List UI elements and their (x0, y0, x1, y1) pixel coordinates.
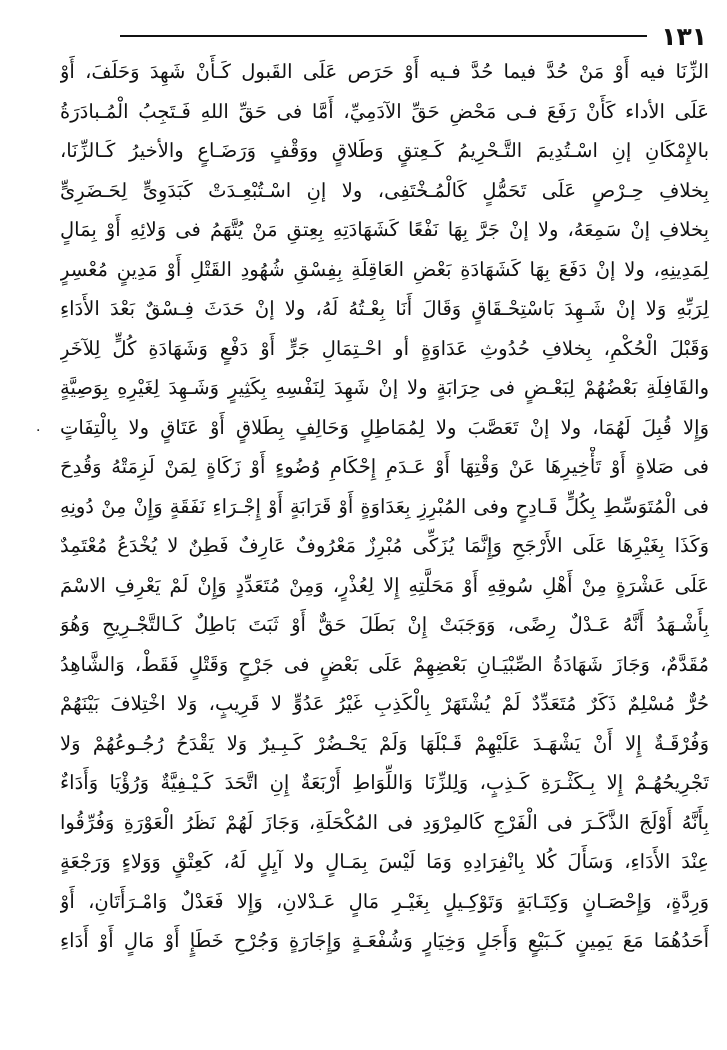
text-line: فى صَلاةٍ أَوْ تَأْخِيرِهَا عَنْ وَقْتِهَا أَوْ عَـدَمِ إِحْكَامِ وُضُوءٍ أَوْ زَكَاةٍ لِمَنْ لَزِمَتْهُ وَقُدِحَ (60, 455, 709, 478)
text-line: لِرَبِّهِ وَلا إنْ شَـهِدَ بَاسْتِحْـقَاقٍ وَقَالَ أَنَا بِعْـتُهُ لَهُ، ولا إنْ حَدَثَ فِـسْقٌ بَعْدَ الأَدَاءِ (60, 297, 709, 320)
text-line: بالإِمْكَانِ إنِ اسْـتُدِيمَ التَّـحْرِيمُ كَـعِتقٍ وَطَلاقٍ ووَقْفٍ وَرَضَـاعٍ والأخيرُ كَـالزِّنَا، (60, 139, 709, 162)
text-line: عِنْدَ الأَدَاءِ، وَسَأَلَ كُلا بِانْفِرَادِهِ وَمَا لَيْسَ بِمَـالٍ ولا آيِلٍ لَهُ، كَعِتْقٍ وَوَلاءٍ وَرَجْعَةٍ (60, 850, 709, 873)
text-line: بِأَشْـهَدُ أَنَّهُ عَـدْلٌ رِضًى، وَوَجَبَتْ إِنْ بَطَلَ حَقٌّ أَوْ ثَبَتَ بَاطِلٌ كَـالتَّجْـرِيحِ وَهُوَ (60, 613, 709, 636)
text-line: والقَافِلَةِ بَعْضُهُمْ لِبَعْـضٍ فى حِرَابَةٍ ولا إنْ شَهِدَ لِنَفْسِهِ بِكَثِيرٍ وَشَـهِدَ لِغَيْرِهِ بِوَصِيَّةٍ (60, 376, 709, 399)
text-line: تَجْرِيحُهُـمْ إِلا بِـكَثْـرَةِ كَـذِبٍ، وَلِلزِّنَا وَاللِّوَاطِ أَرْبَعَةٌ إِنِ اتَّحَدَ كَـيْـفِيَّةٌ وَرُؤْيَا وَأَدَاءٌ (60, 771, 709, 794)
text-line: وَرِدَّةٍ، وَإِحْصَـانٍ وَكِتَـابَةٍ وَتَوْكِـيلٍ بِغَيْـرِ مَالٍ عَـدْلانِ، وَإِلا فَعَدْلٌ وَامْـرَأَتَانِ، أَوْ (60, 889, 709, 913)
header-rule (120, 35, 647, 37)
text-line: فى الْمُتَوَسِّطِ بِكُلٍّ قَـادِحٍ وفى المُبْرِزِ بِعَدَاوَةٍ أَوْ قَرَابَةٍ أَوْ إِجْـرَاءِ نَفَقَةٍ وَإِنْ مِنْ دُونِهِ (60, 494, 709, 518)
text-line: لِمَدِينِهِ، ولا إنْ دَفَعَ بِهَا كَشَهَادَةِ بَعْضِ العَاقِلَةِ بِفِسْقِ شُهُودِ القَتْلِ أَوْ مَدِينٍ مُعْسِرٍ (60, 257, 709, 281)
text-line: وَقَبْلَ الْحُكْمِ، بِخلافِ حُدُوثِ عَدَاوَةٍ أو احْـتِمَالِ جَرٍّ أَوْ دَفْعٍ وَشَهَادَةِ كُلٍّ لِلآخَرِ (60, 336, 709, 360)
page-number: ١٣١ (661, 21, 707, 51)
text-line: بِخلافِ إنْ سَمِعَهُ، ولا إنْ جَرَّ بِهَا نَفْعًا كَشَهَادَتِهِ بِعِتقِ مَنْ يُتَّهَمُ فى وَلائِهِ أَوْ بِمَالٍ (60, 218, 709, 241)
margin-mark: · (36, 423, 41, 439)
text-line: أَحَدُهُمَا مَعَ يَمِينٍ كَـبَيْعٍ وَأَجَلٍ وَخِيَارٍ وَشُفْعَـةٍ وَإِجَارَةٍ وَجُرْحِ خَطَإٍ أَوْ مَالٍ أَوْ أَدَاءِ (60, 929, 709, 952)
text-line: عَلَى عَشْرَةٍ مِنْ أَهْلِ سُوقِهِ أَوْ مَحَلَّتِهِ إِلا لِعُذْرٍ، وَمِنْ مُتَعَدِّدٍ وَإِنْ لَمْ يَعْرِفِ الاسْمَ (60, 573, 709, 597)
text-line: بِخلافِ حِـرْصٍ عَلَى تَحَمُّلٍ كَالْمُـخْتَفِى، ولا إنِ اسْـتُبْعِـدَتْ كَبَدَوِىٍّ لِحَـضَرِىٍّ (60, 178, 709, 202)
page-header (120, 18, 707, 54)
text-line: وَكَذَا بِغَيْرِهَا عَلَى الأَرْجَحِ وَإِنَّمَا يُزَكِّى مُبْرِزٌ مَعْرُوفٌ عَارِفٌ فَطِنٌ لا يُخْدَعُ مُعْتَمِدٌ (60, 534, 709, 557)
text-line: عَلَى الأداء كَأَنْ رَفَعَ فـى مَحْضِ حَقِّ الآدَمِيِّ، أَمَّا فى حَقِّ اللهِ فَـتَجِبُ الْمُـبادَرَةُ (60, 99, 709, 123)
text-line: الزِّنَا فيه أَوْ مَنْ حُدَّ فيما حُدَّ فـيه أَوْ حَرَص عَلَى القَبول كَـأَنْ شَهِدَ وَحَلَفَ، أَوْ (60, 60, 709, 83)
text-line: حُرٌّ مُسْلِمٌ ذَكَرٌ مُتَعَدِّدٌ لَمْ يُشْتَهَرْ بِالْكَذِبِ غَيْرُ عَدُوٍّ لا قَرِيبٍ، وَلا اخْتِلافَ بَيْنَهُمْ (60, 692, 709, 715)
text-line: وَفُرْقَـةٌ إِلا أَنْ يَشْهَـدَ عَلَيْهِمْ قَـبْلَهَا وَلَمْ يَحْـضُرْ كَـبِـيرٌ وَلا يَقْدَحُ رُجُـوعُهُمْ وَلا (60, 731, 709, 755)
main-text-block (60, 52, 709, 961)
text-line: وَإِلا قُبِلَ لَهُمَا، ولا إنْ تَعَصَّبَ ولا لِمُمَاطِلٍ وَحَالِفٍ بِطَلاقٍ أَوْ عَتَاقٍ ولا بِالْتِفَاتٍ (60, 415, 709, 439)
text-line: بِأَنَّهُ أَوْلَجَ الذَّكَـرَ فى الْفَرْجِ كَالمِرْوَدِ فى المُكْحَلَةِ، وَجَازَ لَهُمْ نَظَرُ الْعَوْرَةِ وَفُرِّقُوا (60, 810, 709, 834)
text-line: مُقَدَّمٌ، وَجَازَ شَهَادَةُ الصِّبْيَـانِ بَعْضِهِمْ عَلَى بَعْضٍ فى جَرْحٍ وَقَتْلٍ فَقَطْ، وَالشَّاهِدُ (60, 652, 709, 676)
